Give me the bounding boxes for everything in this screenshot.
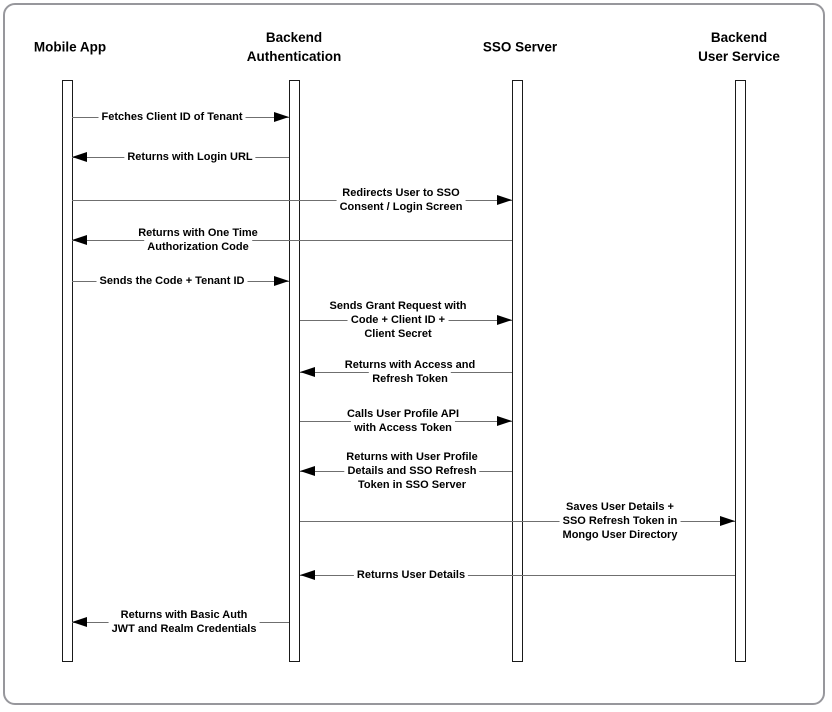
message-8-arrowhead-icon bbox=[497, 416, 512, 426]
message-8-label: Calls User Profile API with Access Token bbox=[344, 407, 462, 435]
message-2-label: Returns with Login URL bbox=[124, 150, 255, 164]
message-7-label: Returns with Access and Refresh Token bbox=[342, 358, 478, 386]
message-3-label: Redirects User to SSO Consent / Login Screen bbox=[337, 186, 466, 214]
message-12-arrowhead-icon bbox=[72, 617, 87, 627]
message-1-arrowhead-icon bbox=[274, 112, 289, 122]
message-11-label: Returns User Details bbox=[354, 568, 468, 582]
participant-backend-authentication-label: Backend Authentication bbox=[244, 28, 345, 66]
participant-backend-user-service-label: Backend User Service bbox=[695, 28, 783, 66]
message-1-label: Fetches Client ID of Tenant bbox=[99, 110, 246, 124]
message-7-arrowhead-icon bbox=[300, 367, 315, 377]
message-12-label: Returns with Basic Auth JWT and Realm Credentials bbox=[109, 608, 260, 636]
message-9-arrowhead-icon bbox=[300, 466, 315, 476]
message-10-arrowhead-icon bbox=[720, 516, 735, 526]
message-3-arrowhead-icon bbox=[497, 195, 512, 205]
lifeline-backend-authentication bbox=[289, 80, 300, 662]
message-11-arrowhead-icon bbox=[300, 570, 315, 580]
lifeline-backend-user-service bbox=[735, 80, 746, 662]
message-9-label: Returns with User Profile Details and SSO Refresh Token in SSO Server bbox=[343, 450, 480, 492]
message-5-arrowhead-icon bbox=[274, 276, 289, 286]
message-6-arrowhead-icon bbox=[497, 315, 512, 325]
participant-mobile-app-label: Mobile App bbox=[31, 38, 109, 57]
message-10-label: Saves User Details + SSO Refresh Token in Mongo User Directory bbox=[560, 500, 681, 542]
message-4-label: Returns with One Time Authorization Code bbox=[135, 226, 261, 254]
participant-sso-server-label: SSO Server bbox=[480, 38, 560, 57]
lifeline-mobile-app bbox=[62, 80, 73, 662]
message-2-arrowhead-icon bbox=[72, 152, 87, 162]
message-6-label: Sends Grant Request with Code + Client ID + Client Secret bbox=[327, 299, 470, 341]
diagram-frame bbox=[3, 3, 825, 705]
message-5-label: Sends the Code + Tenant ID bbox=[97, 274, 248, 288]
message-4-arrowhead-icon bbox=[72, 235, 87, 245]
